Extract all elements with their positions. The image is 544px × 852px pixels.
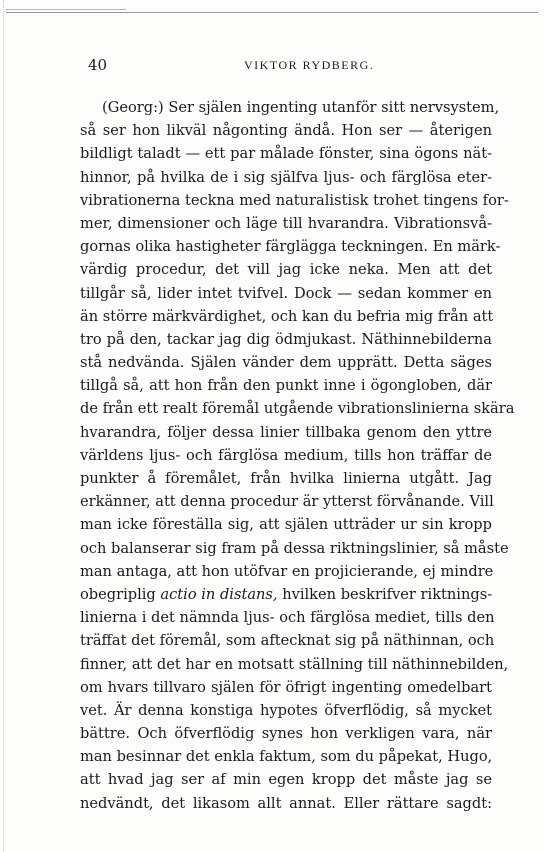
text-line: gornas olika hastigheter färglägga teckningen. En märk- [80, 238, 501, 256]
running-title: VIKTOR RYDBERG. [244, 58, 375, 72]
text-line: man icke föreställa sig, att själen utträder ur sin kropp [80, 516, 492, 534]
page-left-edge [3, 0, 4, 852]
text-line: linierna i det nämnda ljus- och färglösa mediet, tills den [80, 609, 495, 627]
text-line: man besinnar det enkla faktum, som du påpekat, Hugo, [80, 748, 493, 766]
text-line: hvarandra, följer dessa linier tillbaka genom den yttre [80, 423, 492, 441]
text-line: punkter å föremålet, från hvilka linierna utgått. Jag [80, 470, 492, 487]
text-line: än större märkvärdighet, och kan du befria mig från att [80, 307, 494, 325]
text-line: de från ett realt föremål utgående vibrationslinierna skära [80, 400, 515, 418]
text-line: hinnor, på hvilka de i sig själfva ljus- och färglösa eter- [80, 168, 492, 186]
text-line: mer, dimensioner och läge till hvarandra. Vibrationsvå- [80, 214, 492, 232]
text-line: bildligt taladt — ett par målade fönster, sina ögons nät- [80, 145, 492, 163]
text-line: så ser hon likväl någonting ändå. Hon ser — återigen [80, 122, 492, 140]
text-fragment: obegriplig [80, 585, 156, 603]
page-header [88, 56, 498, 78]
text-line: världens ljus- och färglösa medium, tills hon träffar de [80, 446, 492, 464]
text-line: tillgår så, lider intet tvifvel. Dock — sedan kommer en [80, 284, 492, 302]
text-line: (Georg:) Ser själen ingenting utanför sitt nervsystem, [102, 99, 500, 116]
text-line: vibrationerna teckna med naturalistisk trohet tingens for- [80, 191, 509, 209]
text-line: träffat det föremål, som aftecknat sig på näthinnan, och [80, 632, 495, 650]
text-line: om hvars tillvaro själen för öfrigt ingenting omedelbart [80, 678, 492, 696]
text-line: att hvad jag ser af min egen kropp det måste jag se [80, 771, 492, 789]
text-line: vet. Är denna konstiga hypotes öfverflödig, så mycket [80, 701, 492, 719]
page-top-edge [6, 12, 538, 13]
text-fragment: hvilken beskrifver riktnings- [282, 585, 493, 603]
text-line: bättre. Och öfverflödig synes hon verkligen vara, när [80, 725, 492, 743]
text-line: och balanserar sig fram på dessa riktningslinier, så måste [80, 539, 509, 557]
text-line: tro på den, tackar jag dig ödmjukast. Näthinnebilderna [80, 330, 492, 348]
italic-phrase: actio in distans, [160, 585, 278, 603]
text-line: tillgå så, att hon från den punkt inne i ögongloben, där [80, 377, 492, 395]
text-line: värdig procedur, det vill jag icke neka. Men att det [80, 261, 492, 279]
text-line: finner, att det har en motsatt ställning till näthinnebilden, [80, 655, 509, 673]
text-line: stå nedvända. Själen vänder dem upprätt. Detta säges [80, 354, 492, 372]
body-text [80, 96, 515, 815]
text-line-with-italic [80, 583, 492, 606]
scan-edge-line [6, 9, 126, 10]
text-line: man antaga, att hon utöfvar en projicierande, ej mindre [80, 562, 494, 580]
text-line: erkänner, att denna procedur är ytterst förvånande. Vill [80, 493, 494, 511]
page-number: 40 [88, 56, 108, 74]
text-line: nedvändt, det likasom allt annat. Eller rättare sagdt: [80, 794, 492, 812]
